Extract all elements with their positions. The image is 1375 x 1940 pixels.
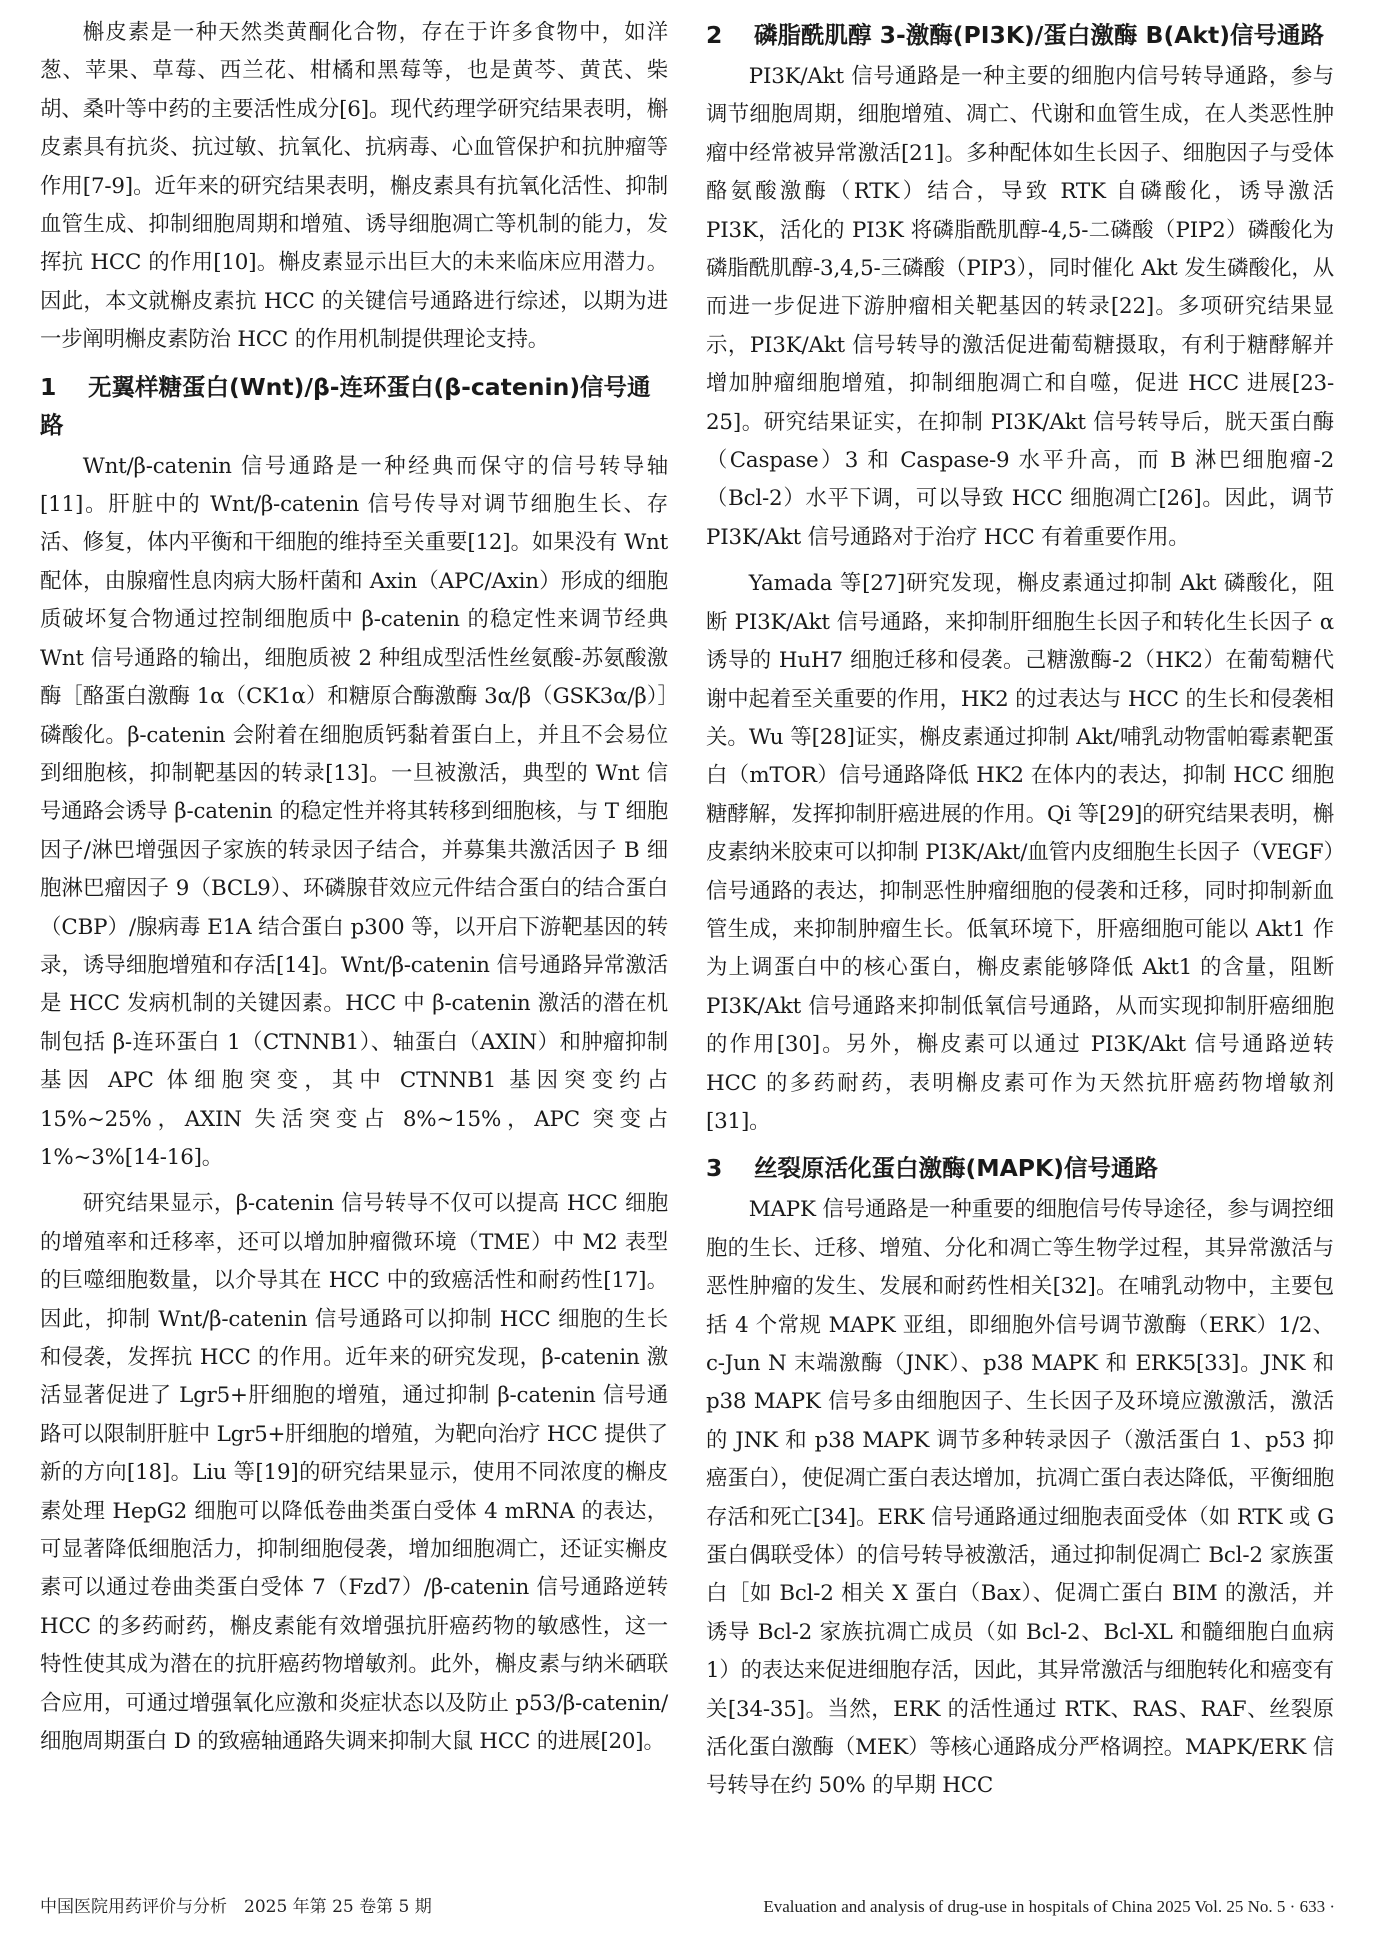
section-2-paragraph-1: PI3K/Akt 信号通路是一种主要的细胞内信号转导通路，参与调节细胞周期，细胞增殖、凋亡、代谢和血管生成，在人类恶性肿瘤中经常被异常激活[21]。多种配体如生长因子、细胞因子与受体酪氨酸激酶（RTK）结合，导致 RTK 自磷酸化，诱导激活 PI3K，活化的 PI3K 将磷脂酰肌醇-4,5-二磷酸（PIP2）磷酸化为磷脂酰肌醇-3,4,5-三磷酸（PIP3），同时催化 Akt 发生磷酸化，从而进一步促进下游肿瘤相关靶基因的转录[22]。多项研究结果显示，PI3K/Akt 信号转导的激活促进葡萄糖摄取，有利于糖酵解并增加肿瘤细胞增殖，抑制细胞凋亡和自噬，促进 HCC 进展[23-25]。研究结果证实，在抑制 PI3K/Akt 信号转导后，胱天蛋白酶（Caspase）3 和 Caspase-9 水平升高，而 B 淋巴细胞瘤-2（Bcl-2）水平下调，可以导致 HCC 细胞凋亡[26]。因此，调节 PI3K/Akt 信号通路对于治疗 HCC 有着重要作用。 bbox=[706, 64, 1334, 550]
section-1-number: 1 bbox=[40, 372, 57, 401]
footer-journal-cn: 中国医院用药评价与分析 2025 年第 25 卷第 5 期 bbox=[40, 1897, 432, 1917]
section-2-title: 磷脂酰肌醇 3-激酶(PI3K)/蛋白激酶 B(Akt)信号通路 bbox=[754, 21, 1325, 49]
section-2-heading bbox=[706, 16, 1334, 54]
section-2-paragraph-2: Yamada 等[27]研究发现，槲皮素通过抑制 Akt 磷酸化，阻断 PI3K/Akt 信号通路，来抑制肝细胞生长因子和转化生长因子 α 诱导的 HuH7 细胞迁移和侵袭。己糖激酶-2（HK2）在葡萄糖代谢中起着至关重要的作用，HK2 的过表达与 HCC 的生长和侵袭相关。Wu 等[28]证实，槲皮素通过抑制 Akt/哺乳动物雷帕霉素靶蛋白（mTOR）信号通路降低 HK2 在体内的表达，抑制 HCC 细胞糖酵解，发挥抑制肝癌进展的作用。Qi 等[29]的研究结果表明，槲皮素纳米胶束可以抑制 PI3K/Akt/血管内皮细胞生长因子（VEGF）信号通路的表达，抑制恶性肿瘤细胞的侵袭和迁移，同时抑制新血管生成，来抑制肿瘤生长。低氧环境下，肝癌细胞可能以 Akt1 作为上调蛋白中的核心蛋白，槲皮素能够降低 Akt1 的含量，阻断 PI3K/Akt 信号通路来抑制低氧信号通路，从而实现抑制肝癌细胞的作用[30]。另外，槲皮素可以通过 PI3K/Akt 信号通路逆转 HCC 的多药耐药，表明槲皮素可作为天然抗肝癌药物增敏剂[31]。 bbox=[706, 571, 1334, 1134]
left-column bbox=[40, 14, 668, 1769]
section-1-paragraph-1: Wnt/β-catenin 信号通路是一种经典而保守的信号转导轴[11]。肝脏中的 Wnt/β-catenin 信号传导对调节细胞生长、存活、修复，体内平衡和干细胞的维持至关重要[12]。如果没有 Wnt 配体，由腺瘤性息肉病大肠杆菌和 Axin（APC/Axin）形成的细胞质破坏复合物通过控制细胞质中 β-catenin 的稳定性来调节经典 Wnt 信号通路的输出，细胞质被 2 种组成型活性丝氨酸-苏氨酸激酶［酪蛋白激酶 1α（CK1α）和糖原合酶激酶 3α/β（GSK3α/β）］磷酸化。β-catenin 会附着在细胞质钙黏着蛋白上，并且不会易位到细胞核，抑制靶基因的转录[13]。一旦被激活，典型的 Wnt 信号通路会诱导 β-catenin 的稳定性并将其转移到细胞核，与 T 细胞因子/淋巴增强因子家族的转录因子结合，并募集共激活因子 B 细胞淋巴瘤因子 9（BCL9）、环磷腺苷效应元件结合蛋白的结合蛋白（CBP）/腺病毒 E1A 结合蛋白 p300 等，以开启下游靶基因的转录，诱导细胞增殖和存活[14]。Wnt/β-catenin 信号通路异常激活是 HCC 发病机制的关键因素。HCC 中 β-catenin 激活的潜在机制包括 β-连环蛋白 1（CTNNB1）、轴蛋白（AXIN）和肿瘤抑制基因 APC 体细胞突变，其中 CTNNB1 基因突变约占 15%~25%，AXIN 失活突变占 8%~15%，APC 突变占 1%~3%[14-16]。 bbox=[40, 453, 668, 1170]
section-3-number: 3 bbox=[706, 1154, 723, 1183]
section-2-number: 2 bbox=[706, 21, 723, 49]
section-1-paragraph-2: 研究结果显示，β-catenin 信号转导不仅可以提高 HCC 细胞的增殖率和迁移率，还可以增加肿瘤微环境（TME）中 M2 表型的巨噬细胞数量，以介导其在 HCC 中的致癌活性和耐药性[17]。因此，抑制 Wnt/β-catenin 信号通路可以抑制 HCC 细胞的生长和侵袭，发挥抗 HCC 的作用。近年来的研究发现，β-catenin 激活显著促进了 Lgr5+肝细胞的增殖，通过抑制 β-catenin 信号通路可以限制肝脏中 Lgr5+肝细胞的增殖，为靶向治疗 HCC 提供了新的方向[18]。Liu 等[19]的研究结果显示，使用不同浓度的槲皮素处理 HepG2 细胞可以降低卷曲类蛋白受体 4 mRNA 的表达，可显著降低细胞活力，抑制细胞侵袭，增加细胞凋亡，还证实槲皮素可以通过卷曲类蛋白受体 7（Fzd7）/β-catenin 信号通路逆转 HCC 的多药耐药，槲皮素能有效增强抗肝癌药物的敏感性，这一特性使其成为潜在的抗肝癌药物增敏剂。此外，槲皮素与纳米硒联合应用，可通过增强氧化应激和炎症状态以及防止 p53/β-catenin/细胞周期蛋白 D 的致癌轴通路失调来抑制大鼠 HCC 的进展[20]。 bbox=[40, 1191, 668, 1755]
section-3-paragraph-1: MAPK 信号通路是一种重要的细胞信号传导途径，参与调控细胞的生长、迁移、增殖、分化和凋亡等生物学过程，其异常激活与恶性肿瘤的发生、发展和耐药性相关[32]。在哺乳动物中，主要包括 4 个常规 MAPK 亚组，即细胞外信号调节激酶（ERK）1/2、c-Jun N 末端激酶（JNK）、p38 MAPK 和 ERK5[33]。JNK 和 p38 MAPK 信号多由细胞因子、生长因子及环境应激激活，激活的 JNK 和 p38 MAPK 调节多种转录因子（激活蛋白 1、p53 抑癌蛋白），使促凋亡蛋白表达增加，抗凋亡蛋白表达降低，平衡细胞存活和死亡[34]。ERK 信号通路通过细胞表面受体（如 RTK 或 G 蛋白偶联受体）的信号转导被激活，通过抑制促凋亡 Bcl-2 家族蛋白［如 Bcl-2 相关 X 蛋白（Bax）、促凋亡蛋白 BIM 的激活，并诱导 Bcl-2 家族抗凋亡成员（如 Bcl-2、Bcl-XL 和髓细胞白血病 1）的表达来促进细胞存活，因此，其异常激活与细胞转化和癌变有关[34-35]。当然，ERK 的活性通过 RTK、RAS、RAF、丝裂原活化蛋白激酶（MEK）等核心通路成分严格调控。MAPK/ERK 信号转导在约 50% 的早期 HCC bbox=[706, 1197, 1334, 1799]
section-3-title: 丝裂原活化蛋白激酶(MAPK)信号通路 bbox=[754, 1154, 1158, 1183]
right-column bbox=[706, 14, 1334, 1814]
section-3-heading bbox=[706, 1149, 1334, 1187]
footer-journal-en: Evaluation and analysis of drug-use in hospitals of China 2025 Vol. 25 No. 5 · 633 · bbox=[763, 1897, 1335, 1916]
intro-paragraph: 槲皮素是一种天然类黄酮化合物，存在于许多食物中，如洋葱、苹果、草莓、西兰花、柑橘和黑莓等，也是黄芩、黄芪、柴胡、桑叶等中药的主要活性成分[6]。现代药理学研究结果表明，槲皮素具有抗炎、抗过敏、抗氧化、抗病毒、心血管保护和抗肿瘤等作用[7-9]。近年来的研究结果表明，槲皮素具有抗氧化活性、抑制血管生成、抑制细胞周期和增殖、诱导细胞凋亡等机制的能力，发挥抗 HCC 的作用[10]。槲皮素显示出巨大的未来临床应用潜力。因此，本文就槲皮素抗 HCC 的关键信号通路进行综述，以期为进一步阐明槲皮素防治 HCC 的作用机制提供理论支持。 bbox=[40, 20, 668, 353]
section-1-heading bbox=[40, 368, 668, 444]
section-1-title: 无翼样糖蛋白(Wnt)/β-连环蛋白(β-catenin)信号通路 bbox=[40, 372, 651, 439]
page-footer bbox=[40, 1892, 1335, 1922]
